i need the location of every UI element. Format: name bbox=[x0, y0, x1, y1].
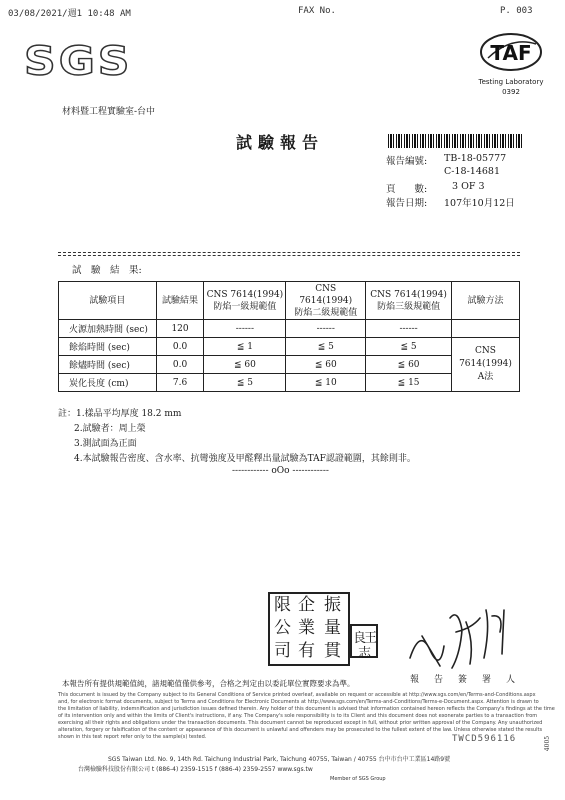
cell-result: 0.0 bbox=[156, 338, 204, 356]
cell-class1: ≦ 1 bbox=[204, 338, 286, 356]
seal-char: 企 bbox=[298, 595, 315, 615]
cell-method-empty bbox=[452, 320, 520, 338]
side-number: 4005 bbox=[544, 735, 552, 752]
cell-item: 餘焰時間 (sec) bbox=[59, 338, 157, 356]
cell-class3: ≦ 15 bbox=[366, 374, 452, 392]
fax-page: P. 003 bbox=[500, 6, 533, 16]
cell-result: 7.6 bbox=[156, 374, 204, 392]
cell-class2: ≦ 5 bbox=[286, 338, 366, 356]
header-test-item: 試驗項目 bbox=[59, 282, 157, 320]
cell-item: 餘燼時間 (sec) bbox=[59, 356, 157, 374]
barcode bbox=[388, 134, 524, 148]
svg-text:TAF: TAF bbox=[490, 41, 532, 65]
taf-logo bbox=[478, 30, 544, 74]
seal-char: 量 bbox=[324, 618, 341, 638]
cell-class3: ≦ 60 bbox=[366, 356, 452, 374]
header-method: 試驗方法 bbox=[452, 282, 520, 320]
signature bbox=[400, 588, 540, 672]
fine-print-7: shown in this test report refer only to the sample(s) tested. bbox=[58, 734, 207, 740]
disclaimer: 本報告所有提供規範值純，諸規範值僅供參考，合格之判定由以委託單位實際要求為準。 bbox=[62, 679, 355, 688]
report-title: 試驗報告 bbox=[236, 133, 325, 152]
seal-char: 有 bbox=[298, 641, 315, 661]
seal-char: 貫 bbox=[324, 641, 341, 661]
header-result: 試驗結果 bbox=[156, 282, 204, 320]
report-date-label: 報告日期: bbox=[386, 198, 428, 209]
fine-print-2: and, for electronic format documents, subject to Terms and Conditions for Electronic Documents at http://www.sgs.com/en/Terms-and-Conditions/Terms-e-Document.aspx. Attention is drawn to bbox=[58, 699, 539, 705]
table-row bbox=[59, 374, 520, 392]
header-class3: CNS 7614(1994) 防焰三級規範值 bbox=[366, 282, 452, 320]
seal-char: 振 bbox=[324, 595, 341, 615]
note-2: 2.試驗者：周上榮 bbox=[74, 424, 146, 434]
header-class1: CNS 7614(1994) 防焰一級規範值 bbox=[204, 282, 286, 320]
fine-print-3: the limitation of liability, indemnification and jurisdiction issues defined therein. Any holder of this document is advised that information contained hereon reflects the Company's findings at the time bbox=[58, 706, 555, 712]
table-header-row bbox=[59, 282, 520, 320]
page-count-label: 頁 數: bbox=[386, 184, 428, 195]
fine-print-1: This document is issued by the Company subject to its General Conditions of Service printed overleaf, available on request or accessible at http://www.sgs.com/en/Terms-and-Conditions.aspx bbox=[58, 692, 536, 698]
cell-item: 火源加熱時間 (sec) bbox=[59, 320, 157, 338]
section-divider-2 bbox=[58, 255, 520, 256]
cell-class3: ≦ 5 bbox=[366, 338, 452, 356]
cell-class2: ------ bbox=[286, 320, 366, 338]
note-1: 註：1.樣品平均厚度 18.2 mm bbox=[58, 409, 182, 419]
cell-class1: ≦ 60 bbox=[204, 356, 286, 374]
seal-char: 志 bbox=[358, 646, 372, 661]
seal-char: 良 bbox=[353, 631, 367, 646]
seal-char: 司 bbox=[274, 641, 291, 661]
sgs-logo: SGS bbox=[24, 38, 133, 85]
company-seal bbox=[268, 592, 350, 666]
fine-print-6: alteration, forgery or falsification of the content or appearance of this document is unlawful and offenders may be prosecuted to the fullest extent of the law. Unless otherwise stated the results bbox=[58, 727, 543, 733]
cell-result: 120 bbox=[156, 320, 204, 338]
cell-class3: ------ bbox=[366, 320, 452, 338]
report-no-2: C-18-14681 bbox=[444, 166, 500, 177]
fine-print-4: of its intervention only and within the limits of Client's instructions, if any. The Company's sole responsibility is to its Client and this document does not exonerate parties to a transaction from bbox=[58, 713, 538, 719]
results-label: 試 驗 結 果: bbox=[72, 265, 142, 276]
footer-member: Member of SGS Group bbox=[330, 776, 386, 782]
cell-item: 炭化長度 (cm) bbox=[59, 374, 157, 392]
footer-contact: 台灣檢驗科技股份有限公司 t (886-4) 2359-1515 f (886-4) 2359-2557 www.sgs.tw bbox=[78, 766, 313, 773]
cell-class1: ≦ 5 bbox=[204, 374, 286, 392]
section-divider bbox=[58, 252, 520, 253]
fax-datetime: 03/08/2021/週1 10:48 AM bbox=[8, 9, 131, 19]
cell-class1: ------ bbox=[204, 320, 286, 338]
note-3: 3.測試面為正面 bbox=[74, 439, 137, 449]
end-marker: ------------ oOo ------------ bbox=[232, 466, 329, 476]
fax-number: FAX No. bbox=[298, 6, 336, 16]
method-line-2: 7614(1994) bbox=[459, 359, 512, 369]
report-date: 107年10月12日 bbox=[444, 198, 515, 209]
fine-print-5: exercising all their rights and obligations under the transaction documents. This document cannot be reproduced except in full, without prior written approval of the Company. Any unauthorized bbox=[58, 720, 543, 726]
header-class2: CNS 7614(1994) 防焰二級規範值 bbox=[286, 282, 366, 320]
table-row bbox=[59, 338, 520, 356]
table-row bbox=[59, 320, 520, 338]
report-no: TB-18-05777 bbox=[444, 153, 507, 164]
seal-char: 公 bbox=[274, 618, 291, 638]
table-row bbox=[59, 356, 520, 374]
results-table bbox=[58, 281, 520, 392]
seal-char: 業 bbox=[298, 618, 315, 638]
report-no-label: 報告編號: bbox=[386, 156, 428, 167]
serial-number: TWCD596116 bbox=[452, 734, 517, 744]
lab-name: 材料暨工程實驗室-台中 bbox=[62, 107, 156, 117]
footer-address: SGS Taiwan Ltd. No. 9, 14th Rd. Taichung Industrial Park, Taichung 40755, Taiwan / 40755 台中市台中工業區14路9號 bbox=[108, 756, 451, 763]
taf-label: Testing Laboratory bbox=[478, 78, 544, 86]
cell-result: 0.0 bbox=[156, 356, 204, 374]
page-count: 3 OF 3 bbox=[452, 181, 485, 192]
personal-seal bbox=[350, 624, 378, 661]
signature-label: 報 告 簽 署 人 bbox=[410, 675, 519, 685]
seal-char: 王 bbox=[364, 631, 378, 646]
cell-method bbox=[452, 338, 520, 392]
method-line-3: A法 bbox=[477, 372, 494, 382]
note-4: 4.本試驗報告密度、含水率、抗彎強度及甲醛釋出量試驗為TAF認證範圍，其餘則非。 bbox=[74, 454, 416, 464]
seal-char: 限 bbox=[274, 595, 291, 615]
method-line-1: CNS bbox=[475, 346, 496, 356]
cell-class2: ≦ 10 bbox=[286, 374, 366, 392]
taf-number: 0392 bbox=[502, 88, 520, 96]
cell-class2: ≦ 60 bbox=[286, 356, 366, 374]
